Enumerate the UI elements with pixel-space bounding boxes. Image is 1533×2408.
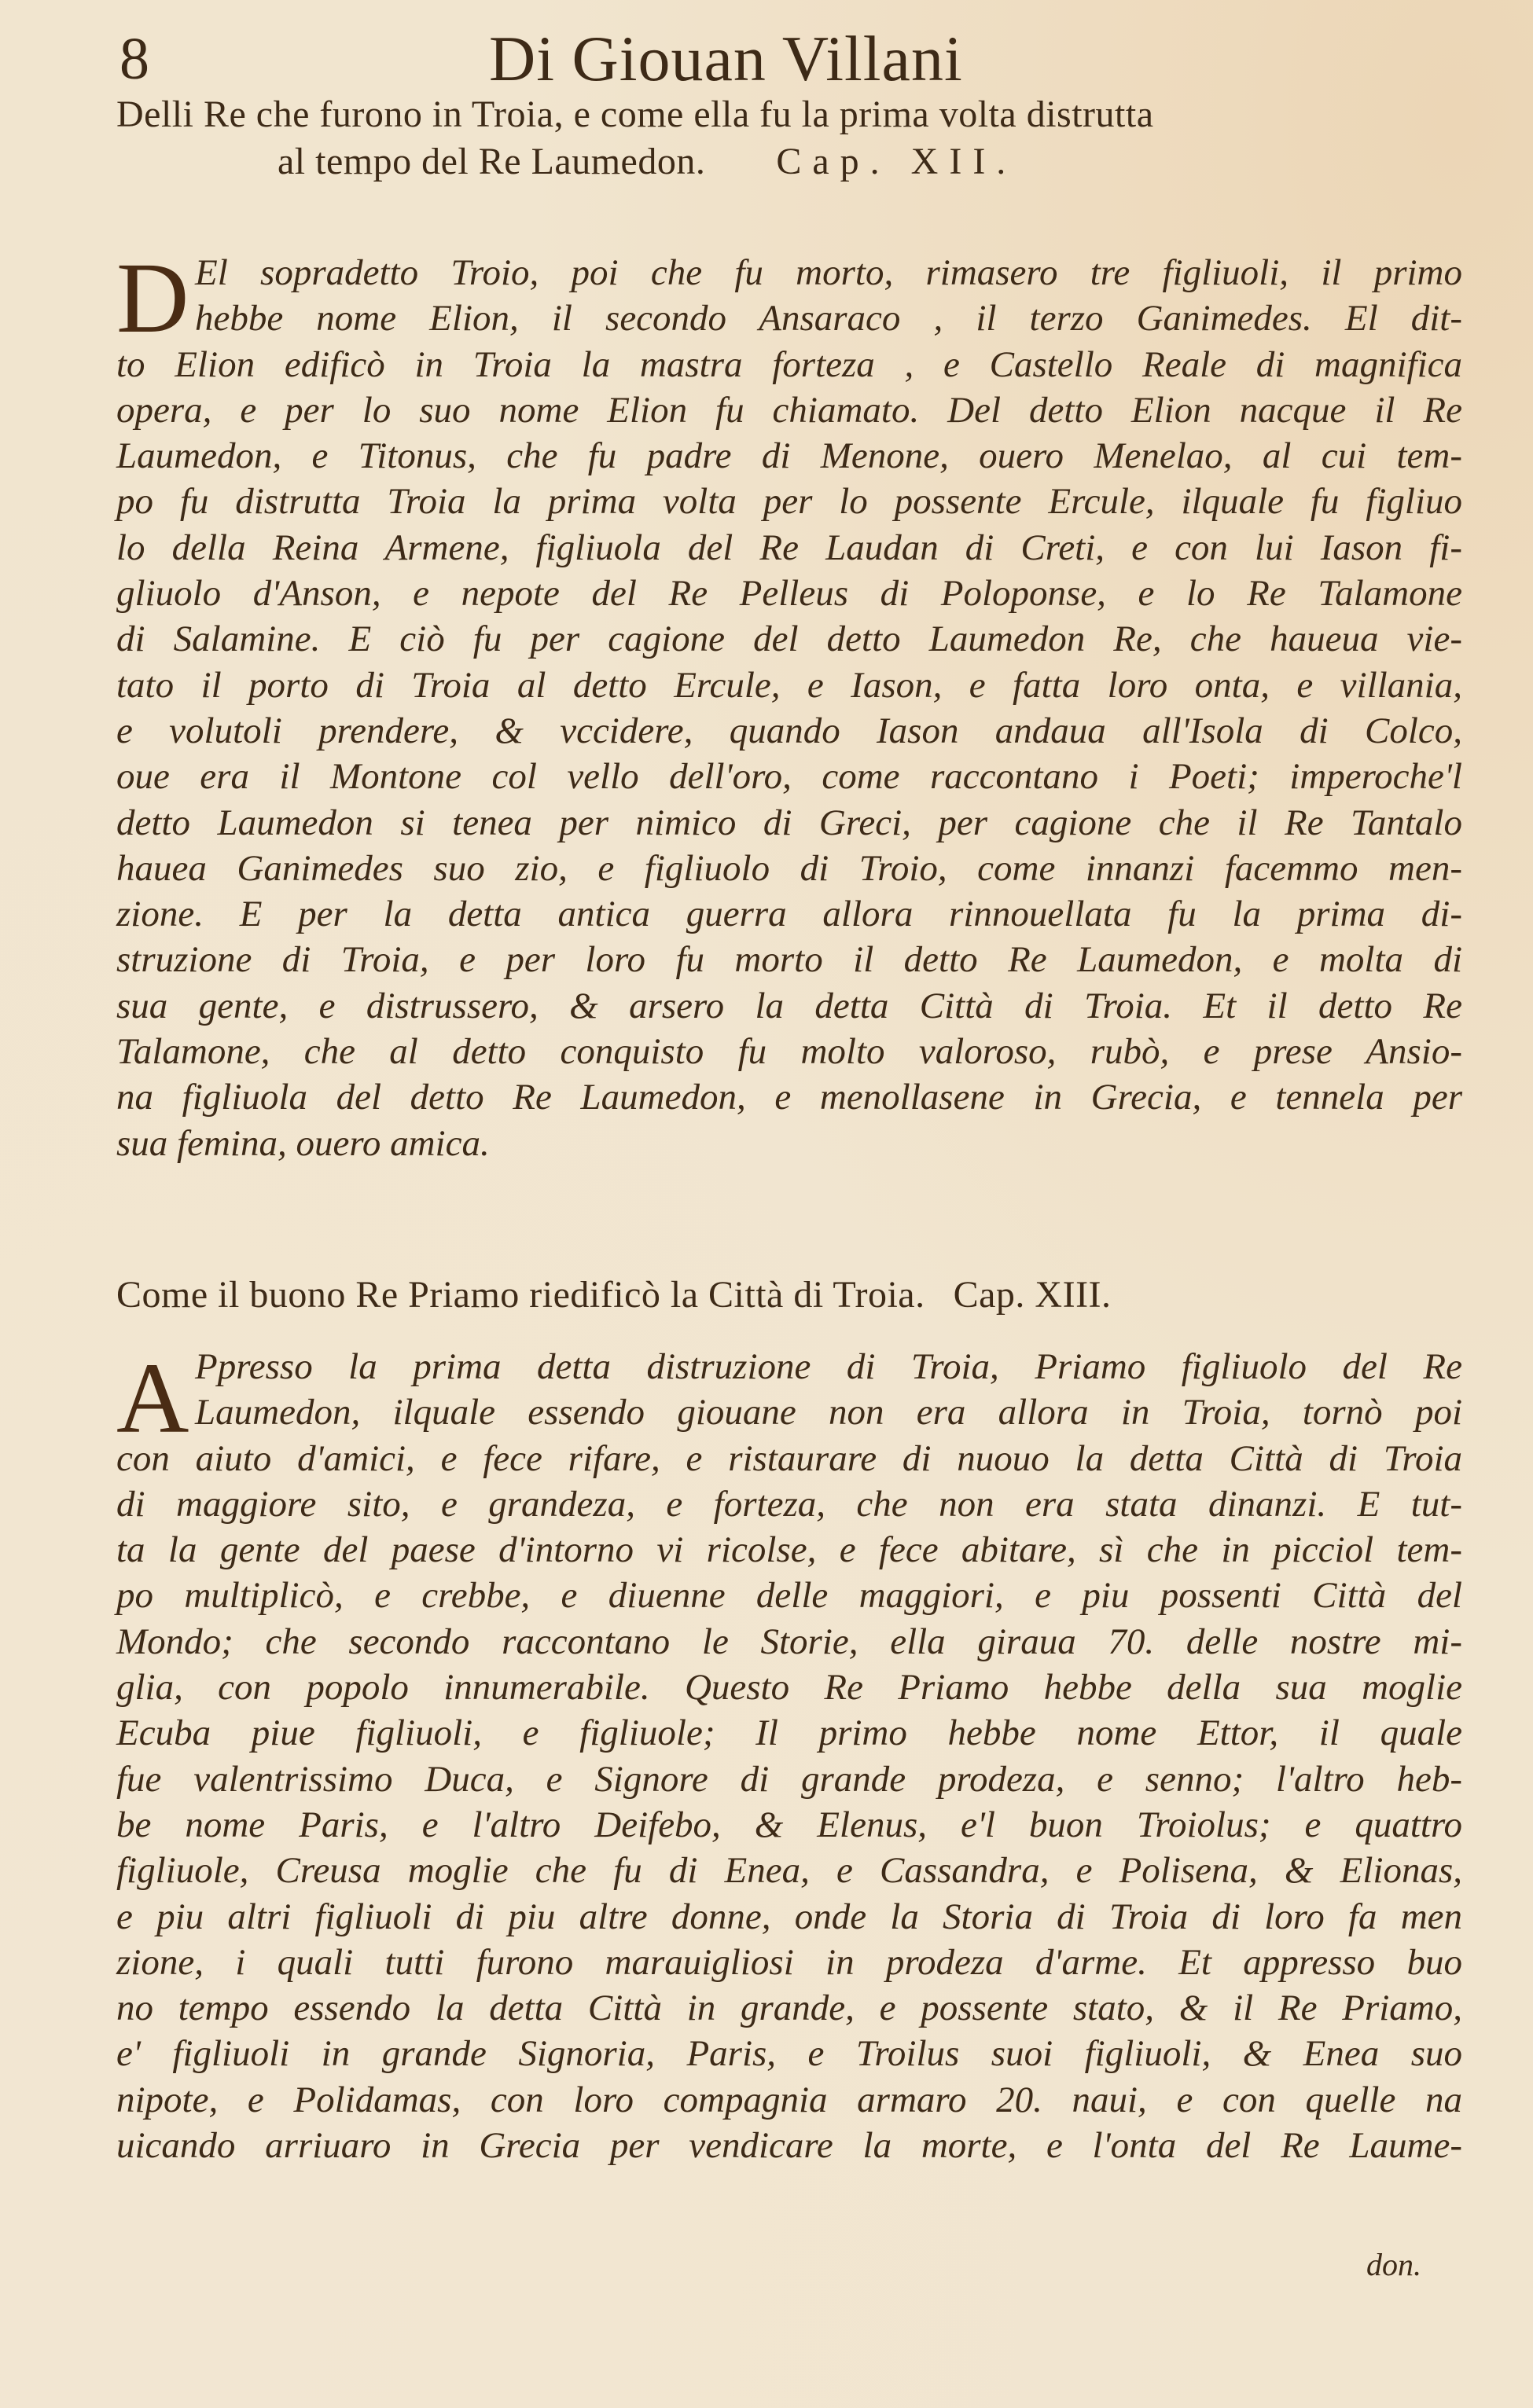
body-line: to Elion edificò in Troia la mastra forteza , e Castello Reale di magnifica [116, 343, 1462, 385]
page-number: 8 [119, 26, 149, 92]
body-line: Ppresso la prima detta distruzione di Troia, Priamo figliuolo del Re [195, 1346, 1462, 1387]
body-line: lo della Reina Armene, figliuola del Re Laudan di Creti, e con lui Iason fi- [116, 527, 1462, 568]
body-line: oue era il Montone col vello dell'oro, come raccontano i Poeti; imperoche'l [116, 756, 1462, 798]
body-line: e volutoli prendere, & vccidere, quando Iason andaua all'Isola di Colco, [116, 710, 1462, 751]
body-line: struzione di Troia, e per loro fu morto il detto Re Laumedon, e molta di [116, 939, 1462, 981]
body-line: di maggiore sito, e grandeza, e forteza, che non era stata dinanzi. E tut- [116, 1483, 1462, 1525]
body-line: Laumedon, ilquale essendo giouane non era allora in Troia, tornò poi [195, 1392, 1462, 1433]
body-line: El sopradetto Troio, poi che fu morto, rimasero tre figliuoli, il primo [195, 252, 1462, 293]
body-line: na figliuola del detto Re Laumedon, e menollasene in Grecia, e tennela per [116, 1077, 1462, 1118]
body-line: zione. E per la detta antica guerra allora rinnouellata fu la prima di- [116, 894, 1462, 935]
body-line: Talamone, che al detto conquisto fu molto valoroso, rubò, e prese Ansio- [116, 1031, 1462, 1073]
running-title: Di Giouan Villani [489, 23, 963, 94]
body-line: con aiuto d'amici, e fece rifare, e ristaurare di nuouo la detta Città di Troia [116, 1437, 1462, 1479]
chapter-12-body [116, 242, 1462, 1166]
body-line: Ecuba piue figliuoli, e figliuole; Il primo hebbe nome Ettor, il quale [116, 1712, 1462, 1754]
body-line: po fu distrutta Troia la prima volta per lo possente Ercule, ilquale fu figliuo [116, 481, 1462, 523]
body-line: no tempo essendo la detta Città in grande, e possente stato, & il Re Priamo, [116, 1988, 1462, 2029]
body-line: be nome Paris, e l'altro Deifebo, & Elenus, e'l buon Troiolus; e quattro [116, 1804, 1462, 1845]
body-line: fue valentrissimo Duca, e Signore di grande prodeza, e senno; l'altro heb- [116, 1758, 1462, 1800]
body-line: uicando arriuaro in Grecia per vendicare la morte, e l'onta del Re Laume- [116, 2125, 1462, 2167]
body-line: glia, con popolo innumerabile. Questo Re Priamo hebbe della sua moglie [116, 1667, 1462, 1709]
body-line: nipote, e Polidamas, con loro compagnia armaro 20. naui, e con quelle na [116, 2079, 1462, 2120]
chapter-13-cap-label: Cap. XIII. [953, 1274, 1112, 1316]
drop-cap-d: D [116, 242, 189, 354]
body-line: Laumedon, e Titonus, che fu padre di Menone, ouero Menelao, al cui tem- [116, 435, 1462, 477]
body-line: hauea Ganimedes suo zio, e figliuolo di Troio, come innanzi facemmo men- [116, 847, 1462, 889]
body-line: po multiplicò, e crebbe, e diuenne delle maggiori, e piu possenti Città del [116, 1575, 1462, 1617]
chapter-13-heading [116, 1272, 1469, 1319]
body-line: sua gente, e distrussero, & arsero la detta Città di Troia. Et il detto Re [116, 985, 1462, 1026]
body-line: hebbe nome Elion, il secondo Ansaraco , il terzo Ganimedes. El dit- [195, 298, 1462, 340]
body-line: tato il porto di Troia al detto Ercule, e Iason, e fatta loro onta, e villania, [116, 664, 1462, 706]
chapter-13-heading-line [116, 1272, 1469, 1319]
body-line: opera, e per lo suo nome Elion fu chiamato. Del detto Elion nacque il Re [116, 389, 1462, 431]
body-line: detto Laumedon si tenea per nimico di Greci, per cagione che il Re Tantalo [116, 802, 1462, 843]
body-line: gliuolo d'Anson, e nepote del Re Pelleus di Poloponse, e lo Re Talamone [116, 573, 1462, 615]
body-line: sua femina, ouero amica. [116, 1122, 490, 1164]
body-line: ta la gente del paese d'intorno vi ricolse, e fece abitare, sì che in picciol tem- [116, 1529, 1462, 1571]
running-head [0, 24, 1533, 94]
chapter-12-heading-line-1: Delli Re che furono in Troia, e come ella fu la prima volta distrutta [116, 94, 1154, 135]
drop-cap-a: A [116, 1342, 189, 1454]
chapter-12-heading-text: al tempo del Re Laumedon. [278, 141, 706, 182]
chapter-12-cap-label: Cap. XII. [776, 141, 1017, 182]
body-line: Mondo; che secondo raccontano le Storie, ella giraua 70. delle nostre mi- [116, 1621, 1462, 1662]
chapter-13-heading-text: Come il buono Re Priamo riedificò la Città di Troia. [116, 1274, 925, 1316]
body-line: e' figliuoli in grande Signoria, Paris, e Troilus suoi figliuoli, & Enea suo [116, 2033, 1462, 2075]
chapter-12-heading [116, 91, 1469, 185]
body-line: zione, i quali tutti furono marauigliosi in prodeza d'arme. Et appresso buo [116, 1941, 1462, 1983]
chapter-12-heading-line-2 [116, 138, 1469, 185]
body-line: di Salamine. E ciò fu per cagione del detto Laumedon Re, che haueua vie- [116, 619, 1462, 660]
chapter-13-body [116, 1344, 1462, 2168]
catchword: don. [1366, 2247, 1421, 2282]
body-line: e piu altri figliuoli di piu altre donne, onde la Storia di Troia di loro fa men [116, 1896, 1462, 1937]
body-line: figliuole, Creusa moglie che fu di Enea, e Cassandra, e Polisena, & Elionas, [116, 1850, 1462, 1892]
